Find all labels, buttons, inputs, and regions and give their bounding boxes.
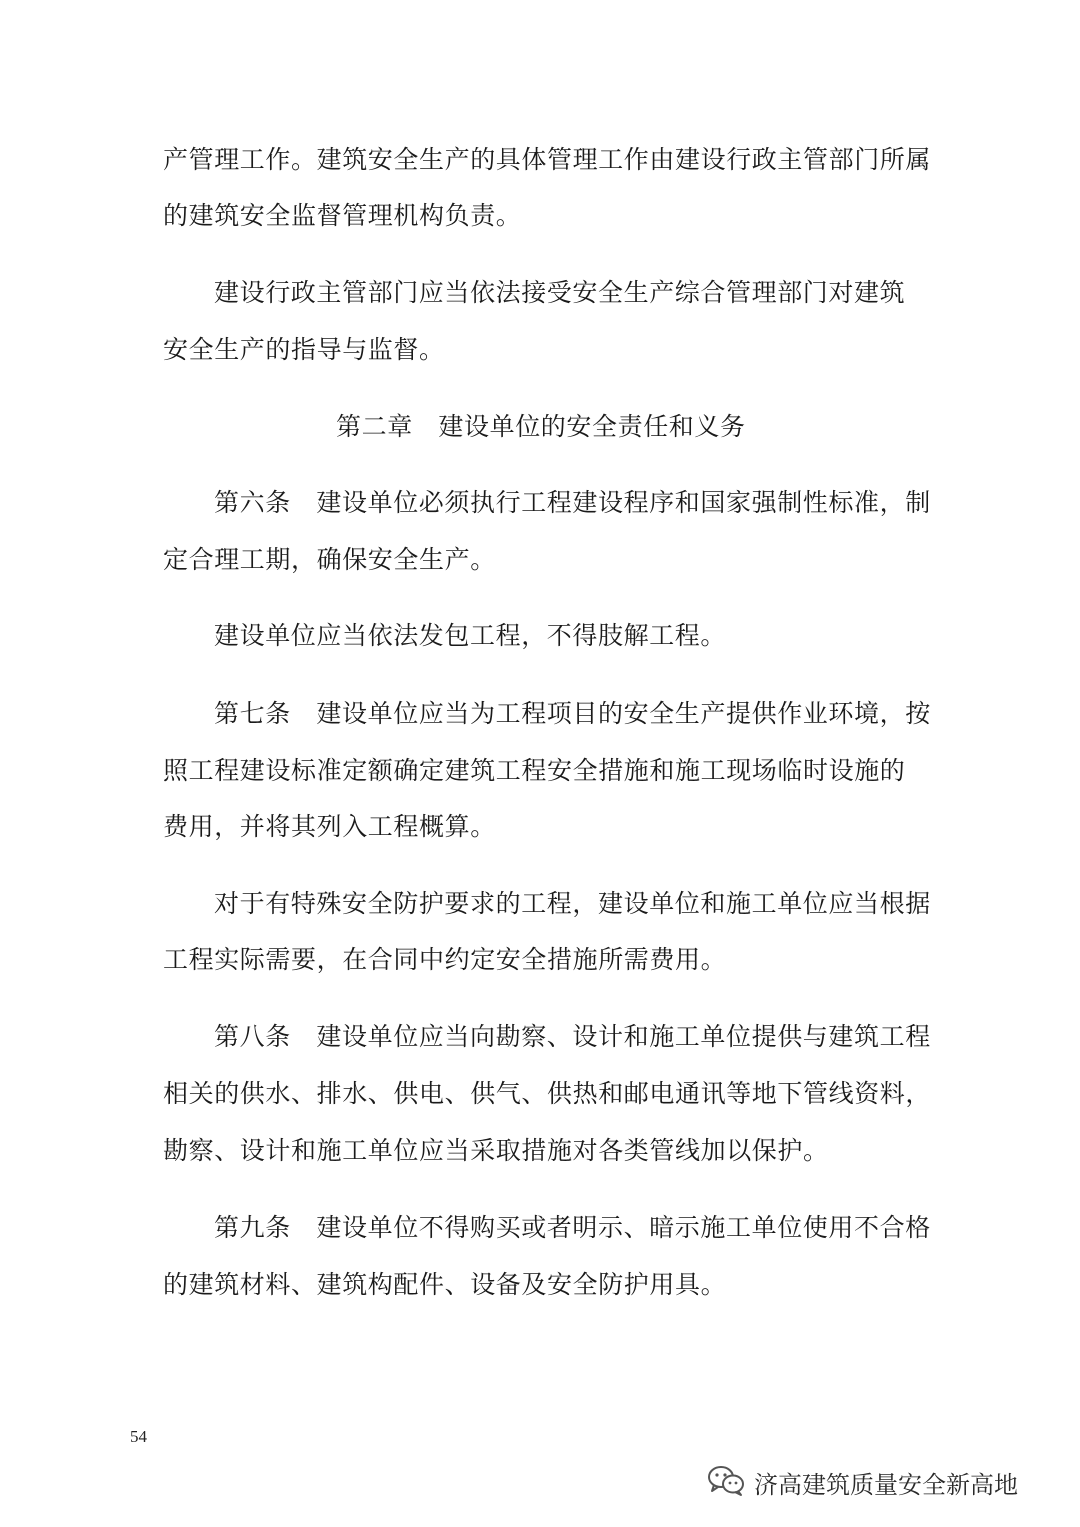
paragraph-line: 的建筑安全监督管理机构负责。 [163, 201, 522, 230]
watermark-text: 济高建筑质量安全新高地 [754, 1470, 1018, 1499]
chapter-heading: 第二章 建设单位的安全责任和义务 [336, 412, 746, 441]
article-line: 第七条 建设单位应当为工程项目的安全生产提供作业环境，按 [214, 699, 931, 728]
paragraph-line: 定合理工期，确保安全生产。 [163, 545, 496, 574]
wechat-icon [706, 1463, 754, 1501]
paragraph-line: 建设单位应当依法发包工程，不得肢解工程。 [214, 621, 727, 650]
page-number: 54 [130, 1427, 147, 1446]
paragraph-line: 安全生产的指导与监督。 [163, 335, 445, 364]
paragraph-line: 产管理工作。建筑安全生产的具体管理工作由建设行政主管部门所属 [163, 145, 932, 174]
paragraph-line: 对于有特殊安全防护要求的工程，建设单位和施工单位应当根据 [214, 889, 931, 918]
article-line: 第九条 建设单位不得购买或者明示、暗示施工单位使用不合格 [214, 1213, 931, 1242]
paragraph-line: 费用，并将其列入工程概算。 [163, 812, 496, 841]
paragraph-line: 建设行政主管部门应当依法接受安全生产综合管理部门对建筑 [214, 278, 906, 307]
wechat-watermark [706, 1462, 1056, 1502]
paragraph-line: 照工程建设标准定额确定建筑工程安全措施和施工现场临时设施的 [163, 756, 906, 785]
article-line: 第六条 建设单位必须执行工程建设程序和国家强制性标准，制 [214, 488, 931, 517]
paragraph-line: 相关的供水、排水、供电、供气、供热和邮电通讯等地下管线资料， [163, 1079, 932, 1108]
article-line: 第八条 建设单位应当向勘察、设计和施工单位提供与建筑工程 [214, 1022, 931, 1051]
paragraph-line: 的建筑材料、建筑构配件、设备及安全防护用具。 [163, 1270, 727, 1299]
paragraph-line: 工程实际需要，在合同中约定安全措施所需费用。 [163, 945, 727, 974]
paragraph-line: 勘察、设计和施工单位应当采取措施对各类管线加以保护。 [163, 1136, 829, 1165]
